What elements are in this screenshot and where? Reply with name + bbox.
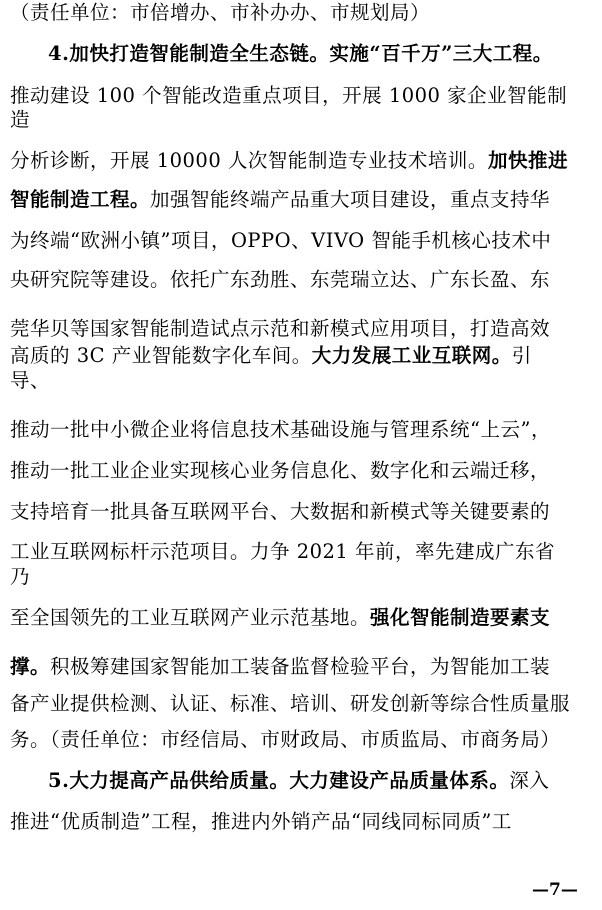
text-line-20 xyxy=(10,728,594,752)
text-line-19 xyxy=(10,692,594,716)
line-5-text: 分析诊断，开展 10000 人次智能制造专业技术培训。 xyxy=(10,149,488,172)
section-4-heading xyxy=(48,42,602,66)
line-12-text: 推动一批中小微企业将信息技术基础设施与管理系统“上云”， xyxy=(10,418,551,441)
page-number: —7— xyxy=(532,880,578,900)
text-line-10 xyxy=(10,344,594,368)
line-18-bold: 撑。 xyxy=(10,655,51,678)
text-line-16 xyxy=(10,565,594,589)
text-line-8 xyxy=(10,268,594,292)
text-line-4 xyxy=(10,108,594,132)
section-5-heading-text: 深入 xyxy=(509,769,550,792)
text-line-9 xyxy=(10,317,594,341)
text-line-11 xyxy=(10,369,594,393)
line-16-text: 乃 xyxy=(10,565,31,588)
text-line-7 xyxy=(10,229,594,253)
line-7-text: 为终端“欧洲小镇”项目，OPPO、VIVO 智能手机核心技术中 xyxy=(10,229,552,252)
line-15-text: 工业互联网标杆示范项目。力争 2021 年前，率先建成广东省 xyxy=(10,540,556,563)
line-19-text: 备产业提供检测、认证、标准、培训、研发创新等综合性质量服 xyxy=(10,692,571,715)
line-3-text: 推动建设 100 个智能改造重点项目，开展 1000 家企业智能制 xyxy=(10,84,568,107)
text-line-5 xyxy=(10,149,594,173)
text-line-15 xyxy=(10,540,594,564)
text-line-13 xyxy=(10,459,594,483)
text-line-14 xyxy=(10,500,594,524)
section-5-heading xyxy=(48,769,602,793)
line-8-text: 央研究院等建设。依托广东劲胜、东莞瑞立达、广东长盈、东 xyxy=(10,268,551,291)
line-10-bold: 大力发展工业互联网。 xyxy=(311,344,512,367)
text-line-3 xyxy=(10,84,594,108)
section-4-heading-text: 4.加快打造智能制造全生态链。实施“百千万”三大工程。 xyxy=(48,42,553,65)
line-17-text: 至全国领先的工业互联网产业示范基地。 xyxy=(10,606,371,629)
text-line-18 xyxy=(10,655,594,679)
line-10-tail: 引 xyxy=(511,344,532,367)
line-6-text: 加强智能终端产品重大项目建设，重点支持华 xyxy=(150,188,551,211)
text-line-6 xyxy=(10,188,594,212)
section-5-heading-bold: 5.大力提高产品供给质量。大力建设产品质量体系。 xyxy=(48,769,510,792)
line-17-bold: 强化智能制造要素支 xyxy=(370,606,551,629)
line-10-text: 高质的 3C 产业智能数字化车间。 xyxy=(10,344,312,367)
line-4-text: 造 xyxy=(10,108,31,131)
text-line-1 xyxy=(10,1,594,25)
line-6-bold: 智能制造工程。 xyxy=(10,188,151,211)
line-1-text: （责任单位：市倍增办、市补办办、市规划局） xyxy=(10,1,431,24)
line-5-bold: 加快推进 xyxy=(487,149,568,172)
line-20-text: 务。（责任单位：市经信局、市财政局、市质监局、市商务局） xyxy=(10,728,561,751)
line-14-text: 支持培育一批具备互联网平台、大数据和新模式等关键要素的 xyxy=(10,500,551,523)
line-22-text: 推进“优质制造”工程，推进内外销产品“同线同标同质”工 xyxy=(10,810,512,833)
text-line-17 xyxy=(10,606,594,630)
line-18-text: 积极筹建国家智能加工装备监督检验平台，为智能加工装 xyxy=(50,655,551,678)
line-13-text: 推动一批工业企业实现核心业务信息化、数字化和云端迁移， xyxy=(10,459,551,482)
text-line-22 xyxy=(10,810,594,834)
line-11-text: 导、 xyxy=(10,369,51,392)
line-9-text: 莞华贝等国家智能制造试点示范和新模式应用项目，打造高效 xyxy=(10,317,551,340)
text-line-12 xyxy=(10,418,594,442)
